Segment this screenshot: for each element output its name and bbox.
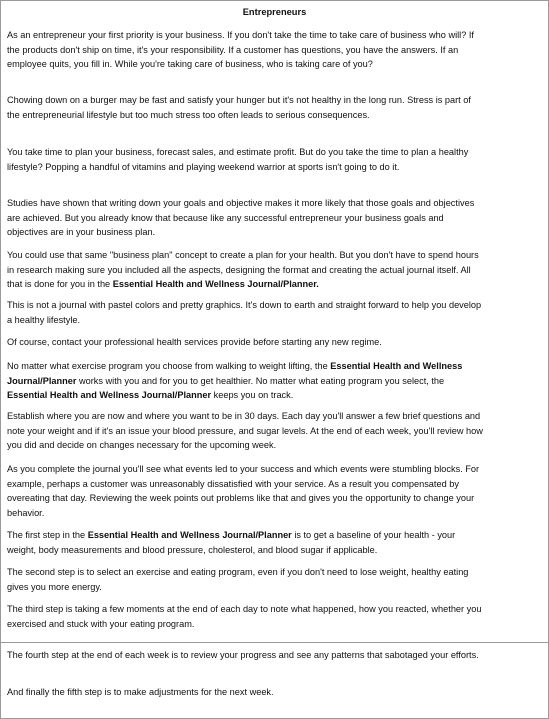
paragraph <box>7 359 485 403</box>
paragraph <box>7 685 485 700</box>
paragraph <box>7 28 485 72</box>
paragraph <box>7 528 485 557</box>
paragraph <box>7 248 485 292</box>
paragraph-text: As an entrepreneur your first priority is your business. If you don't take the time to take care of business who will? If the products don't ship on time, it's your responsibility. If a customer has questions, you have the answers. If an employee quits, you fill in. While you're taking care of business, who is taking care of you? <box>7 30 474 70</box>
paragraph <box>7 335 485 350</box>
paragraph-text: This is not a journal with pastel colors and pretty graphics. It's down to earth and straight forward to help you develop a healthy lifestyle. <box>7 300 482 325</box>
journal-name-emphasis: Essential Health and Wellness Journal/Planner <box>7 361 463 386</box>
paragraph <box>7 648 485 663</box>
paragraph-text: As you complete the journal you'll see what events led to your success and which events were stumbling blocks. For example, perhaps a customer was unreasonably dissatisfied with your service. As a result you compensated by overeating that day. Reviewing the week points out problems like that and gives you the opportunity to change your behavior. <box>7 464 480 519</box>
paragraph <box>7 409 485 453</box>
paragraph <box>7 602 485 631</box>
paragraph-text: You take time to plan your business, forecast sales, and estimate profit. But do you take the time to plan a healthy lifestyle? Popping a handful of vitamins and playing weekend warrior at sports isn't going to do it. <box>7 147 469 172</box>
paragraph-text: works with you and for you to get healthier. No matter what eating program you select, the <box>76 375 445 386</box>
paragraph-text: Studies have shown that writing down your goals and objective makes it more likely that those goals and objectives are achieved. But you already know that because like any successful entrepreneur your business goals and objectives are in your business plan. <box>7 198 475 238</box>
paragraph <box>7 565 485 594</box>
paragraph-text: The third step is taking a few moments at the end of each day to note what happened, how you reacted, whether you exercised and stuck with your eating program. <box>7 604 482 629</box>
paragraph-text: keeps you on track. <box>211 390 294 401</box>
journal-name-emphasis: Essential Health and Wellness Journal/Planner <box>7 390 212 401</box>
paragraph <box>7 298 485 327</box>
paragraph-text: You could use that same "business plan" concept to create a plan for your health. But you don't have to spend hours in research making sure you included all the aspects, designing the format and creating the actual journal itself. All that is done for you in the <box>7 250 479 290</box>
paragraph-text: No matter what exercise program you choose from walking to weight lifting, the <box>7 361 331 371</box>
paragraph-text: Of course, contact your professional health services provide before starting any new regime. <box>7 337 382 347</box>
paragraph-text: The second step is to select an exercise and eating program, even if you don't need to lose weight, healthy eating gives you more energy. <box>7 567 469 592</box>
paragraph-text: The fourth step at the end of each week is to review your progress and see any patterns that sabotaged your efforts. <box>7 650 479 660</box>
paragraph-text: The first step in the <box>7 530 88 540</box>
paragraph <box>7 93 485 122</box>
paragraph <box>7 196 485 240</box>
paragraph <box>7 145 485 174</box>
paragraph-text: And finally the fifth step is to make adjustments for the next week. <box>7 687 274 697</box>
paragraph <box>7 462 485 521</box>
paragraph-text: is to get a baseline of your health - your weight, body measurements and blood pressure, cholesterol, and blood sugar if applicable. <box>7 530 456 555</box>
journal-name-emphasis: Essential Health and Wellness Journal/Planner. <box>112 279 319 290</box>
journal-name-emphasis: Essential Health and Wellness Journal/Planner <box>87 530 292 540</box>
paragraph-text: Chowing down on a burger may be fast and satisfy your hunger but it's not healthy in the long run. Stress is part of the entrepreneurial lifestyle but too much stress too often leads to serious consequences. <box>7 95 471 120</box>
page-break-divider <box>1 642 548 643</box>
document-title: Entrepreneurs <box>242 7 307 17</box>
paragraph-text: Establish where you are now and where you want to be in 30 days. Each day you'll answer a few brief questions and note your weight and if it's an issue your blood pressure, and sugar levels. At the end of each week, you'll review how you did and decide on changes necessary for the upcoming week. <box>7 411 483 451</box>
